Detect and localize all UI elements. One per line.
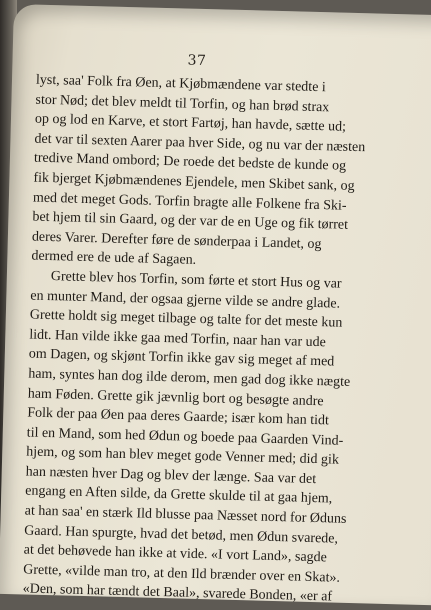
text-line: Gaard. Han spurgte, hvad det betød, men Ødun svarede,: [24, 523, 339, 547]
text-line: Grette holdt sig meget tilbage og talte for det meste kun: [29, 307, 343, 331]
text-line: ham, syntes han dog ilde derom, men gad dog ikke nægte: [28, 366, 351, 390]
book-page: [0, 4, 431, 605]
text-line: til en Mand, som hed Ødun og boede paa Gaarden Vind-: [26, 425, 344, 449]
text-line: dermed ere de ude af Sagaen.: [31, 248, 197, 269]
text-line: Grette, «vilde man tro, at den Ild brænder over en Skat».: [22, 562, 341, 586]
page-body-text: [22, 71, 396, 609]
text-line: han næsten hver Dag og blev der længe. Saa var det: [25, 464, 317, 487]
text-line: at det behøvede han ikke at vide. «I vort Land», sagde: [23, 542, 328, 566]
text-line: ham Føden. Grette gik jævnlig bort og besøgte andre: [27, 385, 324, 409]
text-line: fik bjerget Kjøbmændenes Ejendele, men Skibet sank, og: [33, 170, 355, 194]
text-line: op og lod en Karve, et stort Fartøj, han havde, sætte ud;: [34, 111, 347, 135]
paragraph-start-line: Grette blev hos Torfin, som førte et stort Hus og var: [50, 268, 342, 292]
text-line: en munter Mand, der ogsaa gjerne vilde se andre glade.: [30, 288, 341, 312]
text-line: hjem, og som han blev meget gode Venner med; did gik: [26, 444, 340, 468]
text-line: at han saa' en stærk Ild blusse paa Næsset nord for Øduns: [24, 503, 347, 527]
text-line: med det meget Gods. Torfin bragte alle Folkene fra Ski-: [32, 190, 347, 214]
text-line: lyst, saa' Folk fra Øen, at Kjøbmændene var stedte i: [35, 72, 326, 96]
text-line: Folk der paa Øen paa deres Gaarde; især kom han tidt: [27, 405, 330, 429]
page-number: 37: [187, 52, 207, 70]
text-line: det var til sexten Aarer paa hver Side, og nu var der næsten: [34, 131, 366, 156]
text-line: deres Varer. Derefter føre de sønderpaa i Landet, og: [31, 229, 322, 252]
text-line: tredive Mand ombord; De roede det bedste de kunde og: [33, 150, 347, 175]
text-line: «Den, som har tændt det Baal», svarede Bonden, «er af: [22, 581, 333, 605]
text-line: om Dagen, og skjønt Torfin ikke gav sig meget af med: [28, 346, 335, 370]
text-line: lidt. Han vilde ikke gaa med Torfin, naar han var ude: [29, 327, 327, 350]
text-line: engang en Aften silde, da Grette skulde til at gaa hjem,: [25, 483, 333, 507]
text-line: bet hjem til sin Gaard, og der var de en Uge og fik tørret: [32, 209, 349, 233]
text-line: stor Nød; det blev meldt til Torfin, og han brød strax: [35, 92, 330, 115]
